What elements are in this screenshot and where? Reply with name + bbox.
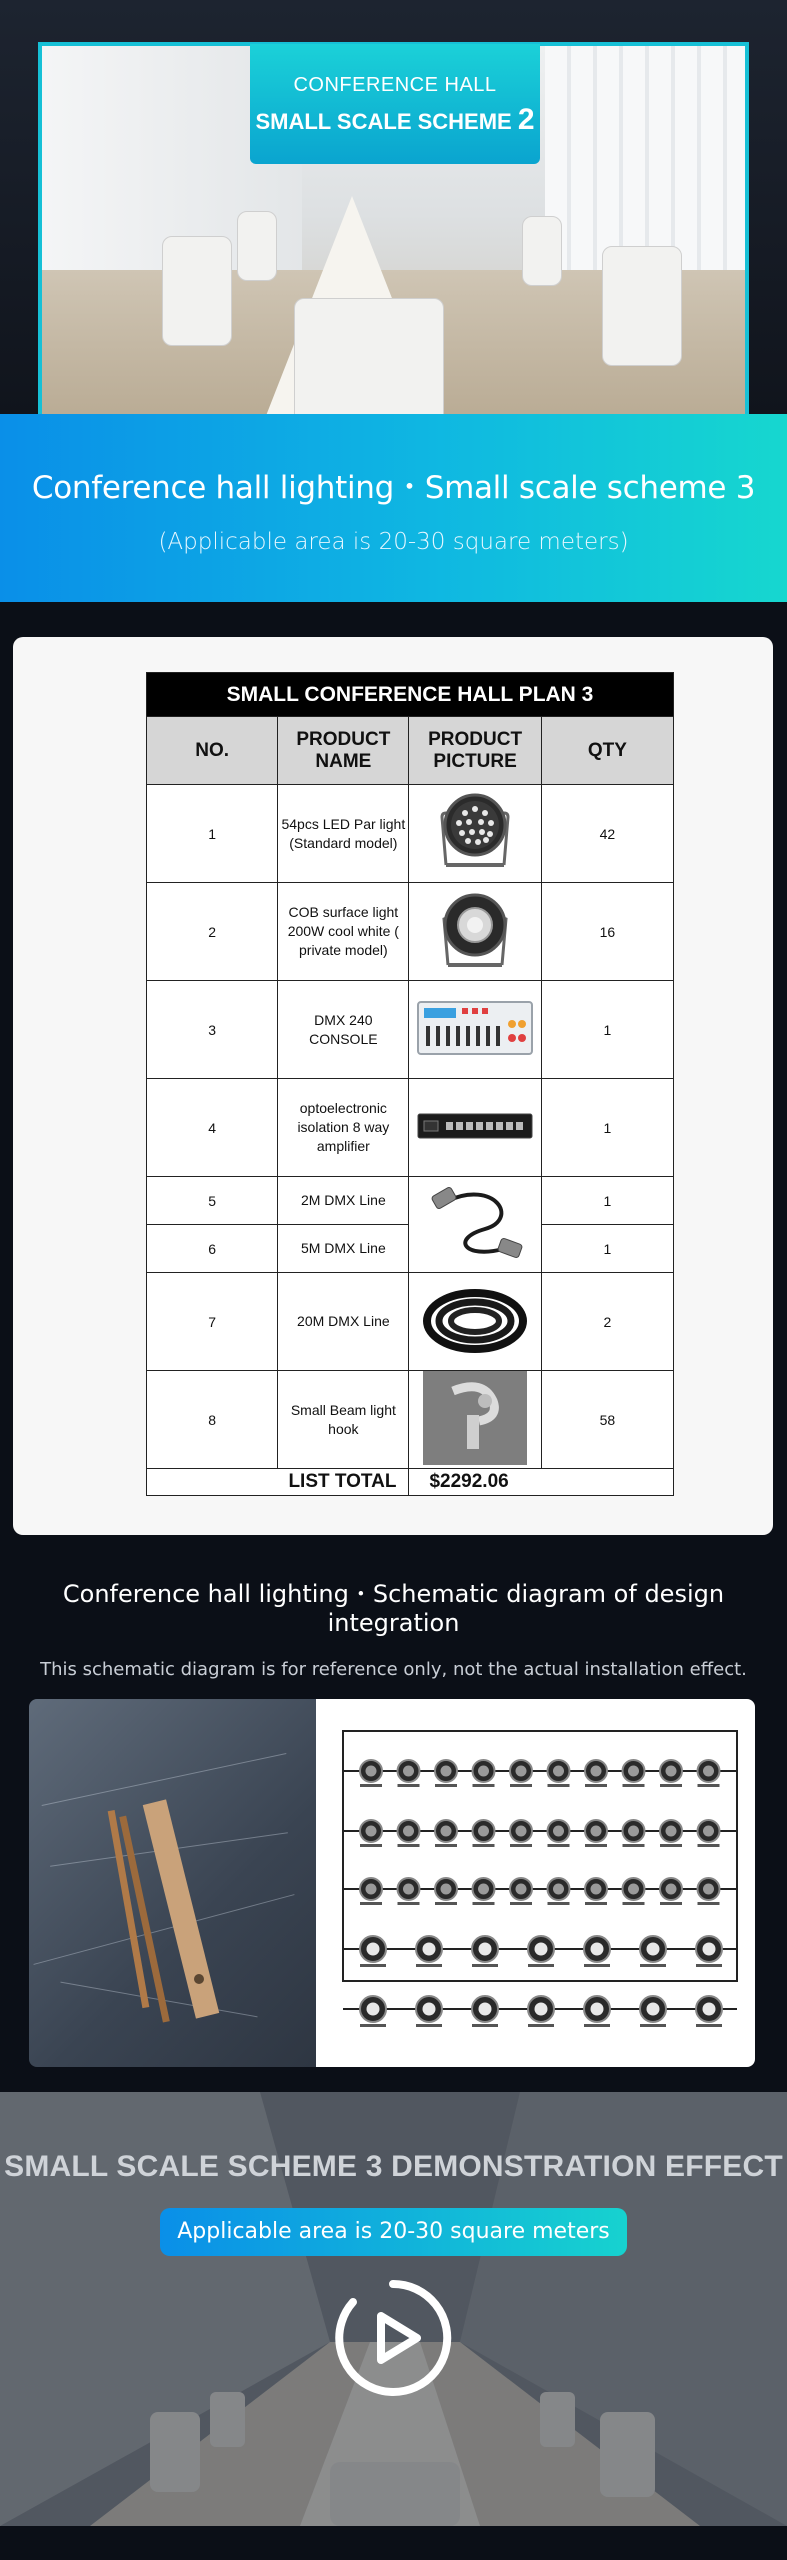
cob-light-icon: [696, 1996, 722, 2027]
table-row: [147, 981, 674, 1079]
row-picture: [409, 1177, 541, 1273]
pencils-icon: [29, 1699, 316, 2067]
cob-light-icon: [528, 1936, 554, 1967]
cob-light-icon: [528, 1996, 554, 2027]
plan-title: SMALL CONFERENCE HALL PLAN 3: [147, 673, 674, 717]
par-light-icon: [698, 1820, 720, 1847]
par-light-icon: [398, 1878, 420, 1905]
play-icon: [333, 2278, 453, 2398]
par-light-icon: [660, 1760, 682, 1787]
row-picture: [409, 981, 541, 1079]
row-product-name: 54pcs LED Par light (Standard model): [278, 785, 409, 883]
table-row: [147, 1177, 674, 1225]
scheme-subtitle: (Applicable area is 20-30 square meters): [158, 529, 629, 555]
par-light-icon: [585, 1820, 607, 1847]
row-picture: [409, 1371, 541, 1469]
row-picture: [409, 785, 541, 883]
row-qty: 1: [541, 981, 673, 1079]
table-row: [147, 1371, 674, 1469]
chair: [162, 236, 232, 346]
par-light-icon: [398, 1760, 420, 1787]
row-product-name: optoelectronic isolation 8 way amplifier: [278, 1079, 409, 1177]
cob-light-icon: [584, 1936, 610, 1967]
row-qty: 42: [541, 785, 673, 883]
par-light-icon: [510, 1760, 532, 1787]
page-footer: [0, 2526, 787, 2560]
cob-light-icon: [432, 885, 518, 978]
row-no: 2: [147, 883, 278, 981]
row-no: 4: [147, 1079, 278, 1177]
hook-clamp-icon: [423, 1371, 527, 1468]
integration-section: [0, 1560, 787, 1680]
row-qty: 58: [541, 1371, 673, 1469]
par-light-icon: [698, 1878, 720, 1905]
chair: [602, 246, 682, 366]
par-light-icon: [623, 1878, 645, 1905]
row-product-name: 2M DMX Line: [278, 1177, 409, 1225]
par-light-icon: [510, 1820, 532, 1847]
par-light-icon: [548, 1820, 570, 1847]
row-qty: 1: [541, 1177, 673, 1225]
par-light-icon: [473, 1878, 495, 1905]
row-product-name: 20M DMX Line: [278, 1273, 409, 1371]
scheme-title: Conference hall lighting・Small scale scheme 3: [31, 470, 756, 506]
row-product-name: COB surface light 200W cool white ( private model): [278, 883, 409, 981]
par-light-icon: [623, 1760, 645, 1787]
table-row: [147, 883, 674, 981]
plan-table: [146, 672, 674, 1496]
scheme-heading-band: [0, 414, 787, 602]
hero-badge-line2: [250, 103, 540, 137]
demonstration-section: [0, 2092, 787, 2526]
row-qty: 1: [541, 1225, 673, 1273]
par-light-icon: [510, 1878, 532, 1905]
hero-badge: [250, 44, 540, 164]
par-light-icon: [435, 1878, 457, 1905]
par-light-icon: [473, 1760, 495, 1787]
plan-card: [13, 637, 773, 1535]
row-qty: 2: [541, 1273, 673, 1371]
row-no: 6: [147, 1225, 278, 1273]
dmx-cable-icon: [425, 1179, 525, 1270]
chair: [294, 298, 444, 420]
demo-area-pill: Applicable area is 20-30 square meters: [160, 2208, 627, 2256]
total-label: LIST TOTAL: [147, 1469, 409, 1496]
blueprint-pencils-photo: [29, 1699, 316, 2067]
chair: [522, 216, 562, 286]
par-light-icon: [360, 1760, 382, 1787]
play-button[interactable]: [333, 2278, 453, 2398]
chair: [237, 211, 277, 281]
par-light-icon: [398, 1820, 420, 1847]
hero-badge-number: 2: [517, 103, 535, 136]
table-row: [147, 1079, 674, 1177]
cob-light-icon: [360, 1936, 386, 1967]
par-light-icon: [548, 1760, 570, 1787]
col-header-picture: PRODUCT PICTURE: [409, 717, 541, 785]
row-product-name: DMX 240 CONSOLE: [278, 981, 409, 1079]
integration-title: Conference hall lighting・Schematic diagram of design integration: [62, 1580, 725, 1637]
col-header-name: PRODUCT NAME: [278, 717, 409, 785]
col-header-no: NO.: [147, 717, 278, 785]
par-light-icon: [435, 1820, 457, 1847]
cob-light-icon: [416, 1936, 442, 1967]
par-light-icon: [473, 1820, 495, 1847]
par-light-icon: [360, 1820, 382, 1847]
hero-section: [0, 0, 787, 420]
cob-light-icon: [360, 1996, 386, 2027]
row-no: 7: [147, 1273, 278, 1371]
par-light-icon: [585, 1760, 607, 1787]
par-light-icon: [698, 1760, 720, 1787]
row-picture: [409, 1273, 541, 1371]
row-no: 3: [147, 981, 278, 1079]
row-product-name: Small Beam light hook: [278, 1371, 409, 1469]
total-value: $2292.06: [409, 1469, 674, 1496]
hero-badge-line1: CONFERENCE HALL: [293, 74, 497, 96]
row-picture: [409, 1079, 541, 1177]
par-light-icon: [660, 1878, 682, 1905]
cob-light-icon: [472, 1936, 498, 1967]
schematic-diagram: [29, 1699, 755, 2067]
par-light-icon: [623, 1820, 645, 1847]
par-light-icon: [432, 787, 518, 880]
row-qty: 1: [541, 1079, 673, 1177]
par-light-icon: [548, 1878, 570, 1905]
demo-title: SMALL SCALE SCHEME 3 DEMONSTRATION EFFECT: [4, 2150, 783, 2183]
par-light-icon: [660, 1820, 682, 1847]
table-total-row: [147, 1469, 674, 1496]
par-light-icon: [360, 1878, 382, 1905]
table-row: [147, 785, 674, 883]
table-header-row: [147, 717, 674, 785]
cob-light-icon: [696, 1936, 722, 1967]
par-light-icon: [585, 1878, 607, 1905]
dmx-console-icon: [416, 996, 534, 1063]
cob-light-icon: [472, 1996, 498, 2027]
integration-note: This schematic diagram is for reference only, not the actual installation effect.: [40, 1659, 747, 1680]
cob-light-icon: [640, 1996, 666, 2027]
cob-light-icon: [640, 1936, 666, 1967]
amplifier-icon: [416, 1106, 534, 1149]
hero-badge-text: SMALL SCALE SCHEME: [255, 109, 512, 134]
fixture-layout-panel: [316, 1699, 755, 2067]
row-no: 5: [147, 1177, 278, 1225]
row-product-name: 5M DMX Line: [278, 1225, 409, 1273]
row-no: 1: [147, 785, 278, 883]
cob-light-icon: [416, 1996, 442, 2027]
col-header-qty: QTY: [541, 717, 673, 785]
fixture-layout-diagram: [316, 1699, 755, 2067]
cob-light-icon: [584, 1996, 610, 2027]
row-qty: 16: [541, 883, 673, 981]
cable-coil-icon: [420, 1285, 530, 1358]
table-row: [147, 1273, 674, 1371]
row-no: 8: [147, 1371, 278, 1469]
par-light-icon: [435, 1760, 457, 1787]
row-picture: [409, 883, 541, 981]
